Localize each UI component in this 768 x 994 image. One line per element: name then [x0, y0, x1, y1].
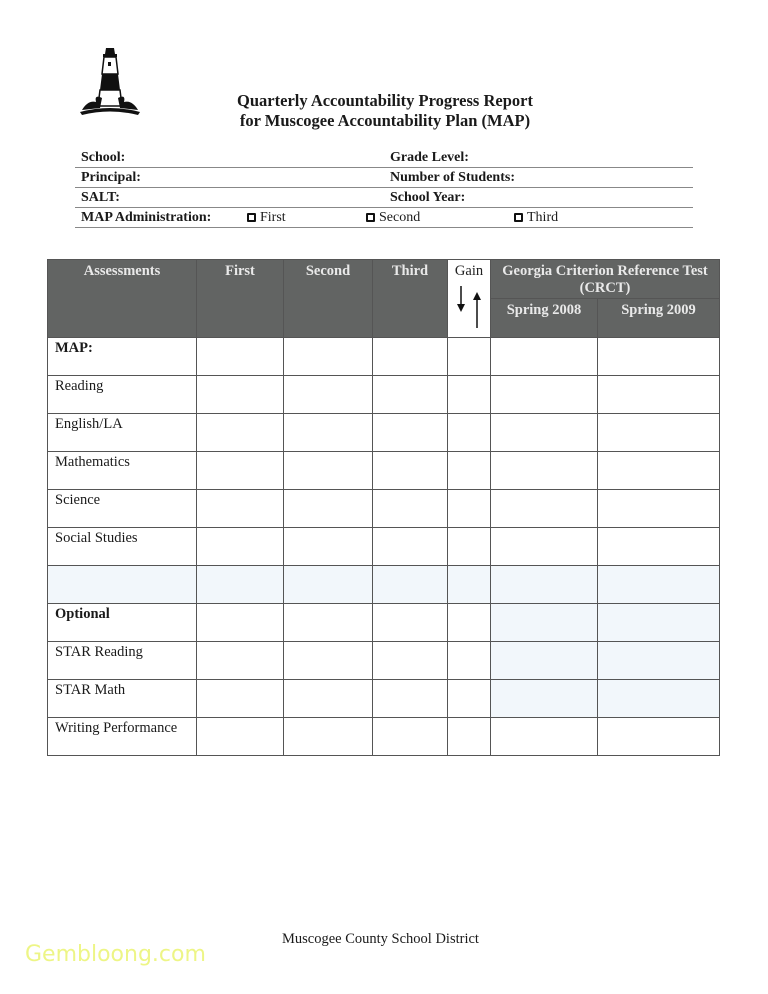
cell-spring-2008[interactable] — [491, 604, 598, 642]
grade-level-label: Grade Level: — [390, 150, 469, 165]
cell-gain[interactable] — [448, 338, 491, 376]
cell-second[interactable] — [284, 566, 373, 604]
cell-spring-2009[interactable] — [598, 566, 720, 604]
cell-spring-2008[interactable] — [491, 490, 598, 528]
row-label — [48, 566, 197, 604]
cell-second[interactable] — [284, 376, 373, 414]
table-row-social-studies — [48, 528, 720, 566]
cell-spring-2009[interactable] — [598, 376, 720, 414]
cell-spring-2008[interactable] — [491, 414, 598, 452]
cell-spring-2009[interactable] — [598, 490, 720, 528]
school-year-label: School Year: — [390, 190, 466, 205]
cell-spring-2008[interactable] — [491, 642, 598, 680]
cell-third[interactable] — [373, 452, 448, 490]
cell-third[interactable] — [373, 566, 448, 604]
cell-second[interactable] — [284, 718, 373, 756]
cell-spring-2009[interactable] — [598, 642, 720, 680]
table-row-map — [48, 338, 720, 376]
cell-third[interactable] — [373, 642, 448, 680]
cell-first[interactable] — [197, 566, 284, 604]
header-spring-2008: Spring 2008 — [491, 299, 598, 338]
cell-first[interactable] — [197, 680, 284, 718]
cell-second[interactable] — [284, 604, 373, 642]
cell-spring-2009[interactable] — [598, 604, 720, 642]
cell-gain[interactable] — [448, 566, 491, 604]
info-row-salt — [75, 188, 693, 208]
cell-spring-2009[interactable] — [598, 414, 720, 452]
info-row-school — [75, 148, 693, 168]
checkbox-first-label: First — [260, 210, 286, 225]
table-row-reading — [48, 376, 720, 414]
school-label: School: — [81, 150, 126, 165]
gain-label: Gain — [454, 263, 484, 279]
table-row-optional — [48, 604, 720, 642]
title-line-1: Quarterly Accountability Progress Report — [237, 91, 533, 110]
cell-spring-2009[interactable] — [598, 718, 720, 756]
assessment-table — [47, 259, 720, 756]
table-row-spacer — [48, 566, 720, 604]
map-administration-label: MAP Administration: — [81, 210, 212, 225]
cell-gain[interactable] — [448, 414, 491, 452]
cell-second[interactable] — [284, 490, 373, 528]
row-label: MAP: — [48, 338, 197, 376]
cell-first[interactable] — [197, 338, 284, 376]
cell-gain[interactable] — [448, 452, 491, 490]
cell-spring-2008[interactable] — [491, 376, 598, 414]
cell-third[interactable] — [373, 718, 448, 756]
footer-district: Muscogee County School District — [282, 931, 479, 947]
watermark: Gembloong.com — [25, 942, 206, 967]
header-gain — [448, 260, 491, 338]
checkbox-second[interactable] — [366, 208, 420, 227]
row-label: Social Studies — [48, 528, 197, 566]
cell-second[interactable] — [284, 414, 373, 452]
header-spring-2009: Spring 2009 — [598, 299, 720, 338]
row-label: STAR Reading — [48, 642, 197, 680]
header-crct: Georgia Criterion Reference Test (CRCT) — [491, 260, 720, 299]
info-row-principal — [75, 168, 693, 188]
row-label: Science — [48, 490, 197, 528]
cell-second[interactable] — [284, 528, 373, 566]
cell-gain[interactable] — [448, 376, 491, 414]
cell-spring-2009[interactable] — [598, 680, 720, 718]
table-row-mathematics — [48, 452, 720, 490]
cell-second[interactable] — [284, 338, 373, 376]
cell-third[interactable] — [373, 414, 448, 452]
header-third: Third — [373, 260, 448, 338]
cell-first[interactable] — [197, 490, 284, 528]
cell-gain[interactable] — [448, 642, 491, 680]
cell-spring-2009[interactable] — [598, 528, 720, 566]
row-label: Optional — [48, 604, 197, 642]
row-label: STAR Math — [48, 680, 197, 718]
salt-label: SALT: — [81, 190, 120, 205]
row-label: Writing Performance — [48, 718, 197, 756]
cell-first[interactable] — [197, 718, 284, 756]
cell-third[interactable] — [373, 680, 448, 718]
checkbox-second-label: Second — [379, 210, 421, 225]
cell-third[interactable] — [373, 338, 448, 376]
table-row-science — [48, 490, 720, 528]
cell-third[interactable] — [373, 604, 448, 642]
checkbox-first[interactable] — [247, 208, 286, 227]
cell-first[interactable] — [197, 414, 284, 452]
checkbox-icon[interactable] — [366, 213, 375, 222]
cell-second[interactable] — [284, 452, 373, 490]
header-first: First — [197, 260, 284, 338]
table-row-writing-performance — [48, 718, 720, 756]
cell-gain[interactable] — [448, 718, 491, 756]
principal-label: Principal: — [81, 170, 141, 185]
checkbox-third-label: Third — [527, 210, 559, 225]
lighthouse-icon — [78, 44, 142, 120]
cell-spring-2009[interactable] — [598, 338, 720, 376]
cell-third[interactable] — [373, 528, 448, 566]
cell-gain[interactable] — [448, 604, 491, 642]
checkbox-icon[interactable] — [514, 213, 523, 222]
cell-gain[interactable] — [448, 490, 491, 528]
cell-spring-2009[interactable] — [598, 452, 720, 490]
cell-spring-2008[interactable] — [491, 718, 598, 756]
row-label: English/LA — [48, 414, 197, 452]
cell-third[interactable] — [373, 490, 448, 528]
table-row-star-reading — [48, 642, 720, 680]
cell-first[interactable] — [197, 376, 284, 414]
cell-second[interactable] — [284, 680, 373, 718]
cell-third[interactable] — [373, 376, 448, 414]
school-info-section — [75, 148, 693, 228]
arrow-up-icon — [473, 292, 481, 328]
row-label: Reading — [48, 376, 197, 414]
report-title — [200, 91, 570, 131]
cell-spring-2008[interactable] — [491, 528, 598, 566]
cell-spring-2008[interactable] — [491, 452, 598, 490]
cell-second[interactable] — [284, 642, 373, 680]
cell-spring-2008[interactable] — [491, 566, 598, 604]
header-assessments: Assessments — [48, 260, 197, 338]
arrow-down-icon — [457, 286, 465, 312]
info-row-map-administration — [75, 208, 693, 228]
cell-first[interactable] — [197, 604, 284, 642]
cell-spring-2008[interactable] — [491, 680, 598, 718]
table-row-english-la — [48, 414, 720, 452]
header-second: Second — [284, 260, 373, 338]
number-of-students-label: Number of Students: — [390, 170, 515, 185]
cell-gain[interactable] — [448, 528, 491, 566]
checkbox-icon[interactable] — [247, 213, 256, 222]
checkbox-third[interactable] — [514, 208, 558, 227]
cell-first[interactable] — [197, 452, 284, 490]
row-label: Mathematics — [48, 452, 197, 490]
cell-first[interactable] — [197, 528, 284, 566]
title-line-2: for Muscogee Accountability Plan (MAP) — [239, 111, 531, 130]
cell-gain[interactable] — [448, 680, 491, 718]
table-row-star-math — [48, 680, 720, 718]
cell-spring-2008[interactable] — [491, 338, 598, 376]
cell-first[interactable] — [197, 642, 284, 680]
